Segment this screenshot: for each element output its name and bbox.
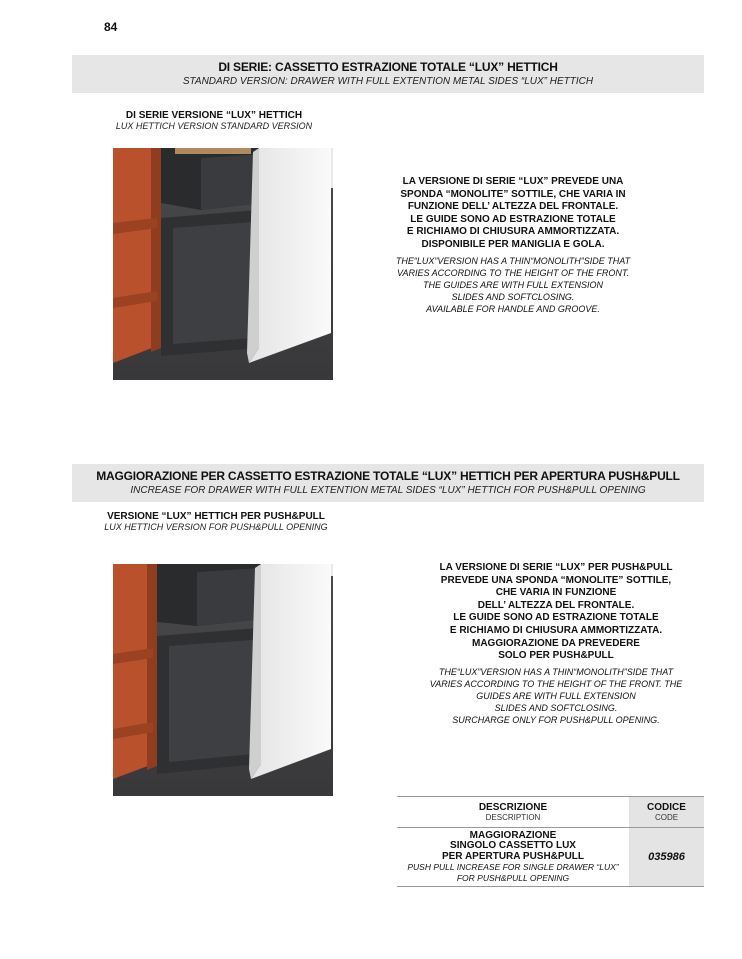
section1-description-it: LA VERSIONE DI SERIE “LUX” PREVEDE UNA SPONDA “MONOLITE” SOTTILE, CHE VARIA IN FUNZIONE DELL’ ALTEZZA DEL FRONTALE. LE GUIDE SONO AD ESTRAZIONE TOTALE E RICHIAMO DI CHIUSURA AMMORTIZZATA. DISPONIBILE PER MANIGLIA E GOLA. [400, 176, 626, 250]
section2-description-it: LA VERSIONE DI SERIE “LUX” PER PUSH&PULL PREVEDE UNA SPONDA “MONOLITE” SOTTILE, CHE VARIA IN FUNZIONE DELL’ ALTEZZA DEL FRONTALE. LE GUIDE SONO AD ESTRAZIONE TOTALE E RICHIAMO DI CHIUSURA AMMORTIZZATA. MAGGIORAZIONE DA PREVEDERE SOLO PER PUSH&PULL [439, 562, 673, 662]
row-description-cell [397, 828, 629, 887]
row-description-en-line1: PUSH PULL INCREASE FOR SINGLE DRAWER “LUX” [407, 862, 619, 873]
section2-drawer-photo [113, 564, 333, 796]
header-description-cell [397, 797, 629, 828]
header-code-en: CODE [654, 813, 679, 822]
row-description-line2: SINGOLO CASSETTO LUX [450, 840, 576, 852]
header-description-en: DESCRIPTION [485, 813, 541, 822]
header-description: DESCRIZIONE [478, 802, 548, 813]
section2-description [418, 562, 694, 726]
row-code: 035986 [648, 851, 685, 863]
row-code-cell [629, 828, 704, 887]
header-code: CODICE [647, 802, 686, 813]
section1-description-en: THE“LUX”VERSION HAS A THIN“MONOLITH”SIDE THAT VARIES ACCORDING TO THE HEIGHT OF THE FRONT. THE GUIDES ARE WITH FULL EXTENSION SLIDES AND SOFTCLOSING. AVAILABLE FOR HANDLE AND GROOVE. [395, 255, 631, 314]
section2-banner [72, 464, 704, 502]
price-table [397, 796, 704, 887]
section1-caption-subtitle: LUX HETTICH VERSION STANDARD VERSION [115, 121, 313, 131]
section1-caption-title: DI SERIE VERSIONE “LUX” HETTICH [125, 110, 303, 121]
section1-caption [112, 110, 316, 131]
section2-caption-title: VERSIONE “LUX” HETTICH PER PUSH&PULL [107, 511, 325, 522]
section1-banner [72, 55, 704, 93]
header-code-cell [629, 797, 704, 828]
section1-description [378, 176, 648, 315]
section2-caption-subtitle: LUX HETTICH VERSION FOR PUSH&PULL OPENING [104, 522, 328, 532]
section2-description-en: THE“LUX”VERSION HAS A THIN“MONOLITH”SIDE THAT VARIES ACCORDING TO THE HEIGHT OF THE FRONT. THE GUIDES ARE WITH FULL EXTENSION SLIDES AND SOFTCLOSING. SURCHARGE ONLY FOR PUSH&PULL OPENING. [429, 666, 683, 725]
section1-subtitle: STANDARD VERSION: DRAWER WITH FULL EXTENTION METAL SIDES “LUX” HETTICH [182, 76, 594, 87]
drawer-illustration [113, 564, 333, 796]
page-number: 84 [104, 20, 118, 34]
section1-title: DI SERIE: CASSETTO ESTRAZIONE TOTALE “LUX” HETTICH [218, 60, 558, 74]
section2-subtitle: INCREASE FOR DRAWER WITH FULL EXTENTION METAL SIDES “LUX” HETTICH FOR PUSH&PULL OPENING [130, 485, 646, 496]
section2-title: MAGGIORAZIONE PER CASSETTO ESTRAZIONE TOTALE “LUX” HETTICH PER APERTURA PUSH&PULL [96, 469, 680, 483]
table-header-row [397, 797, 704, 828]
row-description-line3: PER APERTURA PUSH&PULL [441, 850, 585, 862]
table-row [397, 828, 704, 887]
row-description-line1: MAGGIORAZIONE [469, 829, 557, 841]
section1-drawer-photo [113, 148, 333, 380]
drawer-illustration [113, 148, 333, 380]
section2-caption [98, 511, 334, 532]
row-description-en-line2: FOR PUSH&PULL OPENING [456, 872, 570, 883]
